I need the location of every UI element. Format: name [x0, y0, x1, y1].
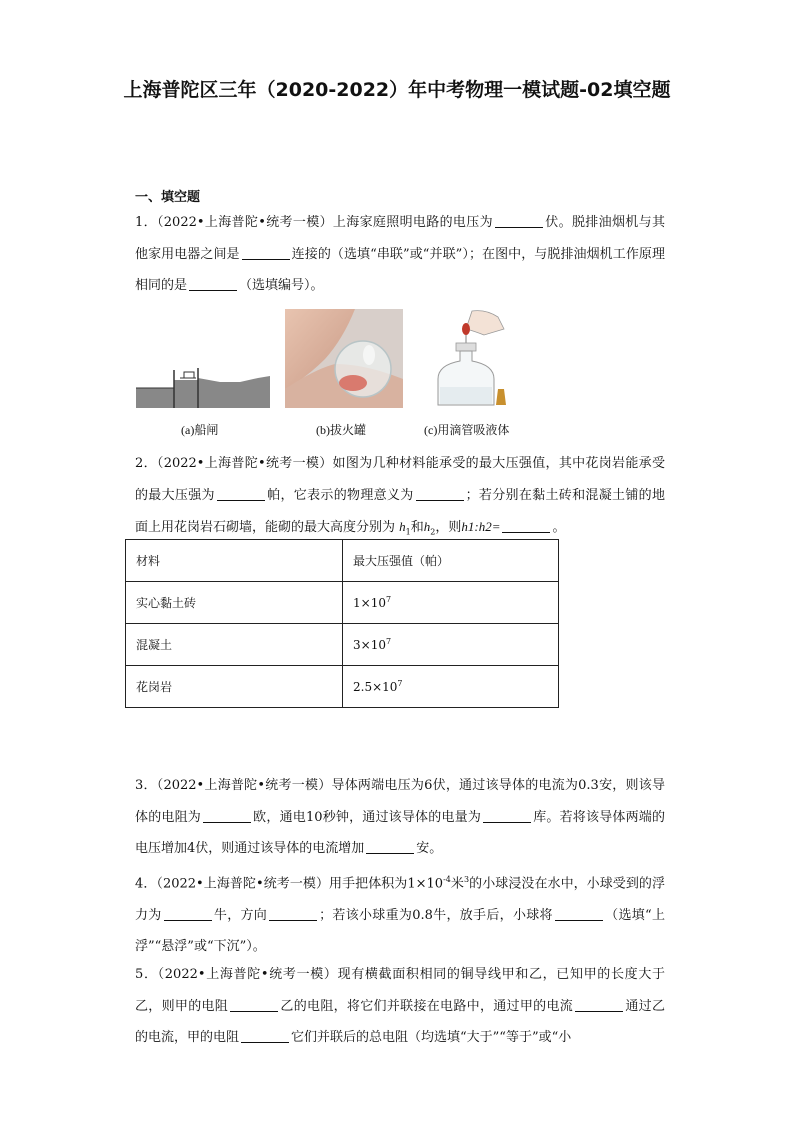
answer-blank[interactable] [242, 246, 290, 260]
cupping-figure [285, 309, 403, 408]
section-heading: 一、填空题 [135, 190, 201, 205]
question-1: 1．（2022•上海普陀•统考一模）上海家庭照明电路的电压为 伏。脱排油烟机与其他家用电器之间是 连接的（选填“串联”或“并联”）；在图中，与脱排油烟机工作原理相同的是 （选填编号）。 [135, 215, 665, 293]
answer-blank[interactable] [217, 487, 265, 501]
answer-blank[interactable] [269, 907, 317, 921]
caption-b: (b)拔火罐 [316, 423, 366, 437]
table-row [126, 624, 559, 666]
question-3: 3．（2022•上海普陀•统考一模）导体两端电压为6伏，通过该导体的电流为0.3安，则该导体的电阻为 欧，通电10秒钟，通过该导体的电量为 库。若将该导体两端的电压增加4伏，则通过该导体的电流增加 安。 [135, 778, 665, 856]
answer-blank[interactable] [416, 487, 464, 501]
ship-lock-figure [136, 358, 270, 408]
answer-blank[interactable] [189, 277, 237, 291]
material-pressure-table [125, 539, 559, 708]
question-5: 5．（2022•上海普陀•统考一模）现有横截面积相同的铜导线甲和乙，已知甲的长度大于乙，则甲的电阻 乙的电阻，将它们并联接在电路中，通过甲的电流 通过乙的电流，甲的电阻 它们并联后的总电阻（均选填“大于”“等于”或“小 [135, 967, 665, 1045]
answer-blank[interactable] [575, 998, 623, 1012]
answer-blank[interactable] [241, 1029, 289, 1043]
answer-blank[interactable] [555, 907, 603, 921]
answer-blank[interactable] [483, 809, 531, 823]
caption-a: (a)船闸 [181, 423, 219, 437]
table-row [126, 582, 559, 624]
answer-blank[interactable] [495, 214, 543, 228]
document-title: 上海普陀区三年（2020-2022）年中考物理一模试题-02填空题 [123, 79, 671, 101]
question-2: 2．（2022•上海普陀•统考一模）如图为几种材料能承受的最大压强值，其中花岗岩能承受的最大压强为 帕，它表示的物理意义为 ；若分别在黏土砖和混凝土铺的地面上用花岗岩石砌墙，能砌的最大高度分别为 $h_1$和$h_2$，则h1:h2= 。 [135, 456, 665, 537]
caption-c: (c)用滴管吸液体 [424, 423, 510, 437]
dropper-figure [424, 309, 506, 408]
table-cell: $1\times 10^7$ [343, 582, 559, 624]
table-cell: 混凝土 [126, 624, 343, 666]
table-row [126, 666, 559, 708]
table-cell: 花岗岩 [126, 666, 343, 708]
answer-blank[interactable] [230, 998, 278, 1012]
table-cell: $2.5\times 10^7$ [343, 666, 559, 708]
answer-blank[interactable] [203, 809, 251, 823]
question-4: 4．（2022•上海普陀•统考一模）用手把体积为$1\times 10^{-4}$米$^3$的小球浸没在水中，小球受到的浮力为 牛，方向 ；若该小球重为0.8牛，放手后，小球将 （选填“上浮”“悬浮”或“下沉”）。 [135, 875, 665, 955]
answer-blank[interactable] [502, 519, 550, 533]
answer-blank[interactable] [366, 840, 414, 854]
table-cell: 实心黏土砖 [126, 582, 343, 624]
answer-blank[interactable] [164, 907, 212, 921]
table-header-row [126, 540, 559, 582]
table-header: 材料 [126, 540, 343, 582]
table-cell: $3\times 10^7$ [343, 624, 559, 666]
table-header: 最大压强值（帕） [343, 540, 559, 582]
